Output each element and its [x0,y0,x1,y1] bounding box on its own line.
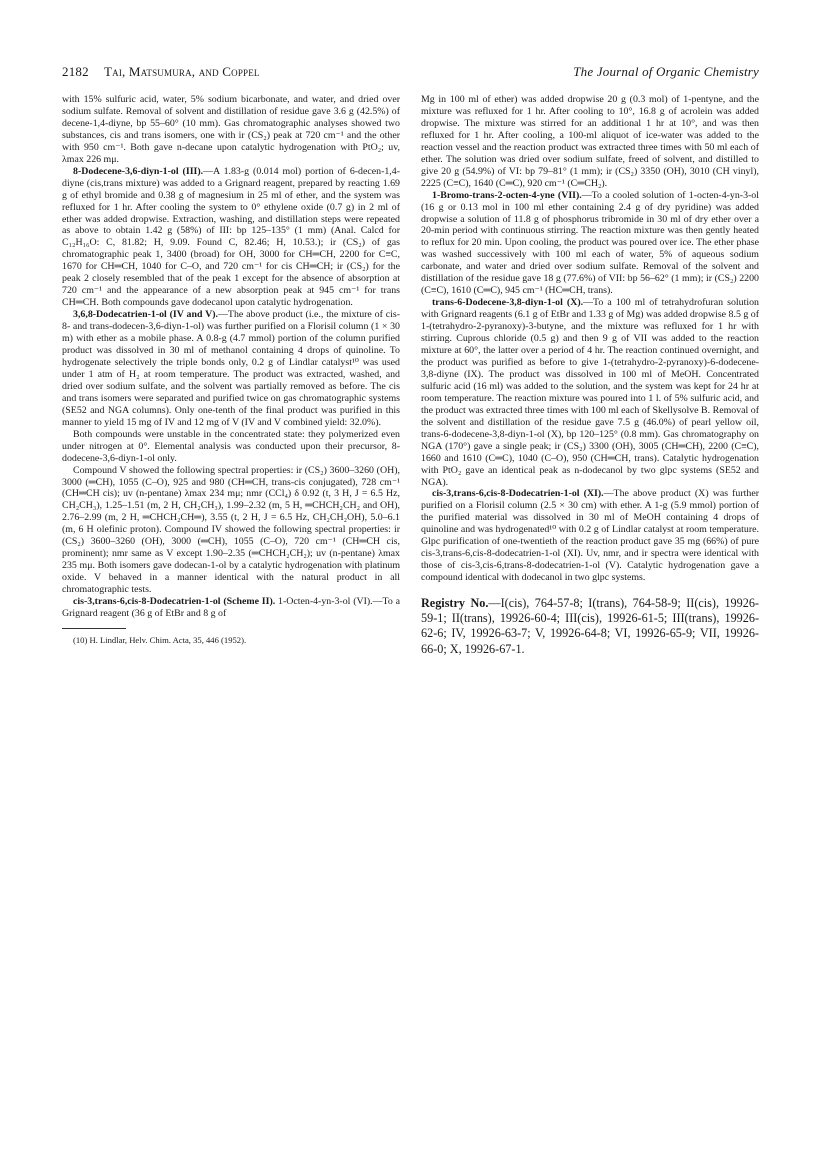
paragraph-text: —The above product (X) was further purified on a Florisil column (2.5 × 30 cm) with ether. A 1-g (5.9 mmol) portion of the purified material was dissolved in 30 ml of MeOH containing 4 drops of quinoline and was hydrogenated¹⁰ with 0.2 g of Lindlar catalyst at room temperature. Glpc purification of one-twentieth of the reaction product gave 35 mg (66%) of pure cis-3,trans-6,cis-8-dodecatrien-1-ol (XI). Uv, nmr, and ir spectra were identical with those of cis-3,cis-6,trans-8-dodecatrien-1-ol (V). Catalytic hydrogenation gave a compound identical with dodecanol in two glpc systems. [421,488,760,584]
footnote: (10) H. Lindlar, Helv. Chim. Acta, 35, 446 (1952). [73,634,247,645]
paragraph [62,429,400,465]
journal-title: The Journal of Organic Chemistry [573,64,759,79]
section-heading: trans-6-Dodecene-3,8-diyn-1-ol (X). [432,297,584,309]
left-column [62,94,400,645]
running-header [62,64,759,82]
paragraph-text: Both compounds were unstable in the concentrated state: they polymerized even under nitrogen at 0°. Elemental analysis was conducted upon their precursor, 8-dodecene-3,6-diyn-1-ol only. [62,428,400,464]
paragraph-text: —A 1.83-g (0.014 mol) portion of 6-decen-1,4-diyne (cis,trans mixture) was added to a Grignard reagent, prepared by reacting 1.69 g of ethyl bromide and 0.38 g of magnesium in 25 ml of ether, and the system was refluxed for 1 hr. After cooling the system to 0° ethylene oxide (0.7 g) in 2 ml of ether was added dropwise. Extraction, washing, and distillation steps were repeated as above to obtain 1.42 g (58%) of III: bp 125–135° (1 mm) (Anal. Calcd for C₁₂H₁₆O: C, 81.82; H, 9.09. Found C, 82.46; H, 10.53.); ir (CS₂) of gas chromatographic peak 1, 3400 (broad) for OH, 3000 for CH═CH, 2200 for C≡C, 1670 for CH═CH, 1040 for C–O, and 720 cm⁻¹ for cis CH═CH; ir (CS₂) for the peak 2 closely resembled that of the peak 1 except for the absence of absorption at 720 cm⁻¹ and the appearance of a new absorption peak at 945 cm⁻¹ for trans CH═CH. Both compounds gave dodecanol upon catalytic hydrogenation. [62,165,400,309]
paragraph [62,309,400,429]
paragraph-text: —To a cooled solution of 1-octen-4-yn-3-ol (16 g or 0.13 mol in 100 ml ether containing 2.4 g of dry pyridine) was added dropwise a solution of 11.8 g of phosphorus tribromide in 30 ml of dry ether over a 20-min period with continuous stirring. The reaction mixture was then gently heated to reflux for 20 min. Upon cooling, the product was poured over ice. The ether phase was washed successively with 100 ml each of water, 5% of aqueous sodium carbonate, and water and dried over sodium sulfate. Removal of the solvent and distillation of the residue gave 18 g (77.6%) of VII: bp 56–62° (1 mm); ir (CS₂) 2200 (C≡C), 1610 (C═C), 945 cm⁻¹ (HC═CH, trans). [421,189,759,297]
running-authors: Tai, Matsumura, and Coppel [104,64,260,79]
section-heading: cis-3,trans-6,cis-8-Dodecatrien-1-ol (XI). [432,488,604,500]
paragraph [421,190,759,298]
paragraph-text: —To a 100 ml of tetrahydrofuran solution with Grignard reagents (6.1 g of EtBr and 1.33 g of Mg) was added dropwise 8.5 g of 1-(tetrahydro-2-pyranoxy)-3-butyne, and the mixture was refluxed for 1 hr with stirring. Cuprous chloride (0.5 g) and then 9 g of VII was added to the reaction mixture at 60°, the latter over a period of 4 hr. The reaction continued overnight, and the product was purified as before to give 1-(tetrahydro-2-pyranoxy)-6-dodecene-3,8-diyne (IX). The product was dissolved in 100 ml of MeOH. Concentrated sulfuric acid (16 ml) was added to the solution, and the system was kept for 24 hr at room temperature. The reaction mixture was poured into 1 l. of 5% sulfuric acid, and the product was extracted three times with 100 ml each of Skellysolve B. Removal of the solvent and distillation of the residue gave 7.5 g (46.0%) of pearl yellow oil, trans-6-dodecene-3,8-diyn-1-ol (X), bp 120–125° (0.8 mm). Gas chromatography on NGA (170°) gave a single peak; ir (CS₂) 3300 (OH), 3005 (CH═CH), 2200 (C≡C), 1660 and 1610 (C═C), 1040 (C–O), 950 (CH═CH, trans). Catalytic hydrogenation with PtO₂ gave an identical peak as n-dodecanol by two glpc systems (SE52 and NGA). [421,297,759,488]
registry-text: —I(cis), 764-57-8; I(trans), 764-58-9; II(cis), 19926-59-1; II(trans), 19926-60-4; III(cis), 19926-61-5; III(trans), 19926-62-6; IV, 19926-63-7; V, 19926-64-8; VI, 19926-65-9; VII, 19926-66-0; X, 19926-67-1. [421,596,759,656]
paragraph-text: 1-Octen-4-yn-3-ol (VI).—To a Grignard reagent (36 g of EtBr and 8 g of [62,596,400,619]
paragraph [62,465,400,596]
section-heading: 1-Bromo-trans-2-octen-4-yne (VII). [432,189,582,201]
paragraph [62,166,400,309]
paragraph [421,297,759,488]
paragraph-text: Compound V showed the following spectral properties: ir (CS₂) 3600–3260 (OH), 3000 (═CH), 1055 (C–O), 925 and 980 (CH═CH, trans-cis conjugated), 728 cm⁻¹ (CH═CH cis); uv (n-pentane) λmax 234 mμ; nmr (CCl₄) δ 0.92 (t, 3 H, J = 6.5 Hz, CH₂CH₃), 1.25–1.51 (m, 2 H, CH₂CH₃), 1.99–2.32 (m, 5 H, ═CHCH₂CH₂ and OH), 2.76–2.99 (m, 2 H, ═CHCH₂CH═), 3.55 (t, 2 H, J = 6.5 Hz, CH₂CH₂OH), 5.0–6.1 (m, 6 H olefinic proton). Compound IV showed the following spectral properties: ir (CS₂) 3600–3260 (OH), 3000 (═CH), 1055 (C–O), 720 cm⁻¹ (CH═CH cis, prominent); nmr same as V except 1.90–2.35 (═CHCH₂CH₂); uv (n-pentane) λmax 235 mμ. Both isomers gave dodecan-1-ol by a catalytic hydrogenation with platinum oxide. V behaved in a manner identical with the natural product in all chromatographic tests. [62,464,400,596]
paragraph-text: with 15% sulfuric acid, water, 5% sodium bicarbonate, and water, and dried over sodium sulfate. Removal of solvent and distillation of residue gave 3.6 g (42.5%) of decene-1,4-diyne, bp 55–60° (10 mm). Gas chromatographic analyses showed two substances, cis and trans isomers, one with ir (CS₂) peak at 720 cm⁻¹ and the other with 950 cm⁻¹. Both gave n-decane upon catalytic hydrogenation with PtO₂; uv, λmax 226 mμ. [62,94,400,165]
paragraph-text: Mg in 100 ml of ether) was added dropwise 20 g (0.3 mol) of 1-pentyne, and the mixture was refluxed for 1 hr. After cooling to 10°, 16.8 g of acrolein was added dropwise. The mixture was stirred for an additional 1 hr at 10°, and was then refluxed for 1 hr. After cooling, a 100-ml aliquot of ice-water was added to the reaction vessel and the reaction product was extracted three times with 50 ml each of ether. The solution was dried over sodium sulfate, freed of solvent, and distilled to give 20 g (54.9%) of VI: bp 79–81° (1 mm); ir (CS₂) 3350 (OH), 3010 (CH vinyl), 2225 (C≡C), 1640 (C═C), 920 cm⁻¹ (C═CH₂). [421,94,759,189]
page-number: 2182 [62,64,89,79]
footnote-rule [62,628,126,629]
paragraph [421,488,759,584]
paragraph-text: —The above product (i.e., the mixture of cis-8- and trans-dodecen-3,6-diyn-1-ol) was further purified on a Florisil column (1 × 30 m) with ether as a mobile phase. A 0.8-g (4.7 mmol) portion of the column purified product was dissolved in 30 ml of methanol containing 4 drops of quinoline. To hydrogenate selectively the triple bonds only, 0.2 g of Lindlar catalyst¹⁰ was used under 1 atm of H₂ at room temperature. The product was extracted, washed, and dried over sodium sulfate, and the solvent was partially removed as before. The cis and trans isomers were separated and purified twice on gas chromatographic systems (SE52 and NGA columns). Only one-tenth of the final product was purified in this manner to yield 15 mg of IV and 12 mg of V (IV and V combined yield: 32.0%). [62,309,400,428]
section-heading: 8-Dodecene-3,6-diyn-1-ol (III). [73,165,204,177]
section-heading: cis-3,trans-6,cis-8-Dodecatrien-1-ol (Scheme II). [73,596,276,608]
registry-label: Registry No. [421,596,489,611]
section-heading: 3,6,8-Dodecatrien-1-ol (IV and V). [73,309,219,321]
registry-numbers [421,596,759,657]
paragraph [62,596,400,620]
right-column [421,94,759,657]
paragraph [421,94,759,190]
paragraph [62,94,400,166]
